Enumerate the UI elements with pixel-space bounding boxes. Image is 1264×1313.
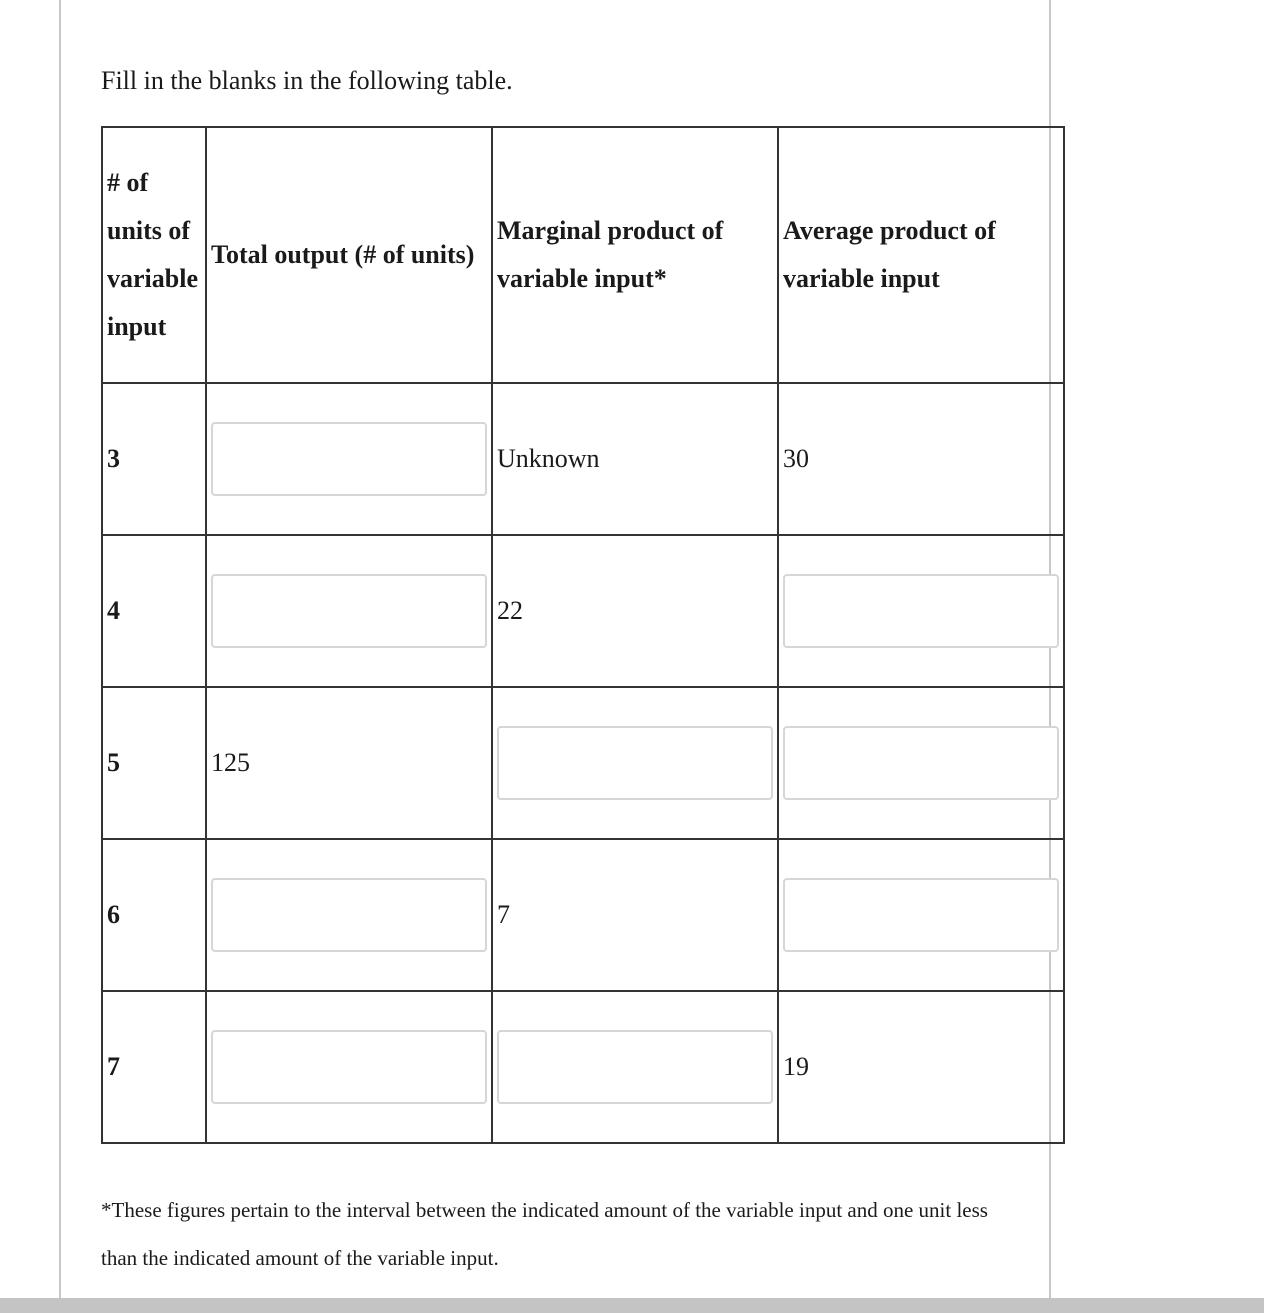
- cell-average-product: [778, 687, 1064, 839]
- cell-marginal-product: 22: [492, 535, 778, 687]
- total-output-input[interactable]: [211, 878, 487, 952]
- footnote-text: *These figures pertain to the interval between the indicated amount of the variable input and one unit less than the indicated amount of the variable input.: [101, 1198, 988, 1270]
- cell-marginal-product: Unknown: [492, 383, 778, 535]
- cell-marginal-product: [492, 687, 778, 839]
- cell-marginal-product: 7: [492, 839, 778, 991]
- table-row: [102, 839, 1064, 991]
- cell-units: 4: [102, 535, 206, 687]
- average-product-input[interactable]: [783, 878, 1059, 952]
- table-row: [102, 383, 1064, 535]
- cell-total-output: [206, 535, 492, 687]
- total-output-input[interactable]: [211, 422, 487, 496]
- instruction-text: Fill in the blanks in the following table.: [101, 66, 513, 95]
- average-product-input[interactable]: [783, 726, 1059, 800]
- average-product-input[interactable]: [783, 574, 1059, 648]
- total-output-input[interactable]: [211, 1030, 487, 1104]
- header-units: # of units of variable input: [102, 127, 206, 383]
- header-total-output: Total output (# of units): [206, 127, 492, 383]
- table-header-row: [102, 127, 1064, 383]
- total-output-input[interactable]: [211, 574, 487, 648]
- cell-units: 6: [102, 839, 206, 991]
- marginal-product-input[interactable]: [497, 726, 773, 800]
- cell-average-product: [778, 839, 1064, 991]
- marginal-product-input[interactable]: [497, 1030, 773, 1104]
- cell-average-product: 19: [778, 991, 1064, 1143]
- cell-average-product: 30: [778, 383, 1064, 535]
- cell-marginal-product: [492, 991, 778, 1143]
- table-row: [102, 991, 1064, 1143]
- table-body: [102, 383, 1064, 1143]
- cell-total-output: [206, 991, 492, 1143]
- cell-total-output: [206, 383, 492, 535]
- cell-units: 7: [102, 991, 206, 1143]
- cell-total-output: 125: [206, 687, 492, 839]
- horizontal-scrollbar[interactable]: [0, 1298, 1264, 1313]
- cell-average-product: [778, 535, 1064, 687]
- table-row: [102, 687, 1064, 839]
- cell-units: 5: [102, 687, 206, 839]
- table-row: [102, 535, 1064, 687]
- header-average-product: Average product of variable input: [778, 127, 1064, 383]
- header-marginal-product: Marginal product of variable input*: [492, 127, 778, 383]
- cell-units: 3: [102, 383, 206, 535]
- production-table: [101, 126, 1065, 1144]
- cell-total-output: [206, 839, 492, 991]
- left-margin-rule: [59, 0, 61, 1298]
